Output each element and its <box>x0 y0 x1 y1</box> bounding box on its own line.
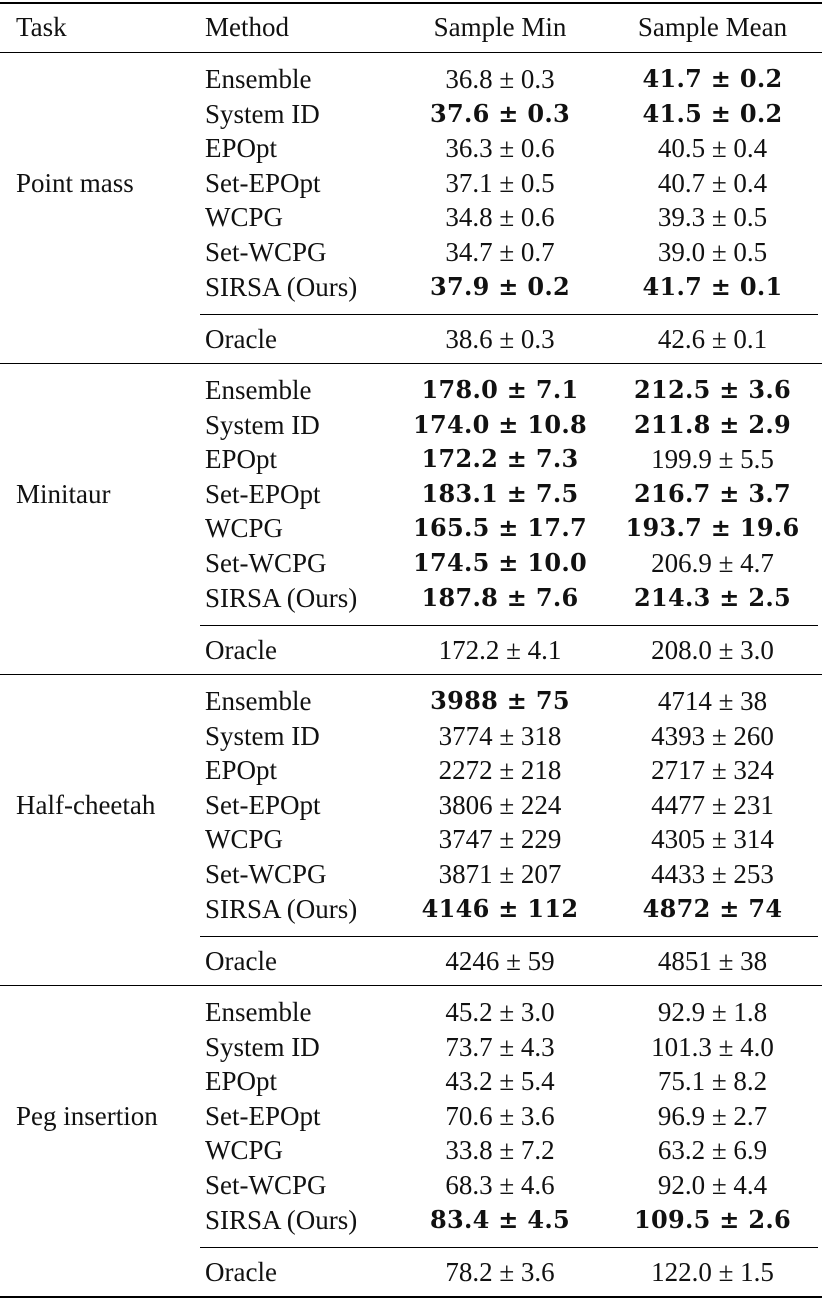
oracle-separator-rule <box>200 936 818 937</box>
oracle-sample-min-cell: 78.2 ± 3.6 <box>445 1257 555 1287</box>
method-cell: SIRSA (Ours) <box>205 271 358 302</box>
sample-mean-cell: 4872 ± 74 <box>642 893 783 923</box>
sample-min-cell: 174.5 ± 10.0 <box>412 548 588 577</box>
sample-mean-cell: 2717 ± 324 <box>651 755 774 786</box>
method-cell: Set-WCPG <box>205 548 327 578</box>
sample-min-cell: 4146 ± 112 <box>421 893 579 923</box>
method-cell: System ID <box>205 1031 320 1062</box>
sample-min-cell: 37.1 ± 0.5 <box>445 167 555 198</box>
method-cell: Set-EPOpt <box>205 478 321 509</box>
method-cell: Set-EPOpt <box>205 167 321 198</box>
method-cell: EPOpt <box>205 755 278 786</box>
sample-mean-cell: 41.5 ± 0.2 <box>642 98 783 128</box>
sample-min-cell: 83.4 ± 4.5 <box>429 1204 571 1234</box>
oracle-separator-rule <box>200 625 818 626</box>
method-cell: Set-WCPG <box>205 859 327 889</box>
oracle-sample-mean-cell: 4851 ± 38 <box>657 946 768 976</box>
sample-mean-cell: 214.3 ± 2.5 <box>633 582 792 612</box>
method-cell: EPOpt <box>205 444 278 475</box>
group-rule <box>0 674 822 675</box>
sample-min-cell: 45.2 ± 3.0 <box>445 997 555 1027</box>
oracle-method-cell: Oracle <box>205 1257 277 1287</box>
group-rule <box>0 985 822 986</box>
method-cell: WCPG <box>205 513 284 544</box>
bottom-rule <box>0 1296 822 1298</box>
group-rule <box>0 363 822 364</box>
header-task: Task <box>16 12 67 42</box>
oracle-separator-rule <box>200 1247 818 1248</box>
sample-min-cell: 70.6 ± 3.6 <box>445 1100 555 1131</box>
sample-mean-cell: 199.9 ± 5.5 <box>651 444 774 475</box>
sample-mean-cell: 101.3 ± 4.0 <box>651 1031 774 1062</box>
sample-mean-cell: 96.9 ± 2.7 <box>657 1100 768 1131</box>
sample-min-cell: 34.7 ± 0.7 <box>445 237 555 267</box>
method-cell: Set-WCPG <box>205 237 327 267</box>
sample-mean-cell: 212.5 ± 3.6 <box>633 375 792 404</box>
method-cell: System ID <box>205 409 320 440</box>
method-cell: Ensemble <box>205 686 312 716</box>
method-cell: Ensemble <box>205 997 312 1027</box>
task-label: Point mass <box>16 167 134 198</box>
oracle-sample-min-cell: 38.6 ± 0.3 <box>445 324 555 354</box>
task-label: Peg insertion <box>16 1100 158 1131</box>
sample-min-cell: 43.2 ± 5.4 <box>445 1066 555 1097</box>
method-cell: Ensemble <box>205 64 312 94</box>
sample-min-cell: 37.9 ± 0.2 <box>429 271 571 301</box>
sample-min-cell: 183.1 ± 7.5 <box>421 478 579 508</box>
header-rule <box>0 52 822 53</box>
sample-mean-cell: 216.7 ± 3.7 <box>633 478 792 508</box>
sample-mean-cell: 109.5 ± 2.6 <box>633 1204 792 1234</box>
method-cell: EPOpt <box>205 1066 278 1097</box>
oracle-method-cell: Oracle <box>205 324 277 354</box>
sample-min-cell: 165.5 ± 17.7 <box>412 513 588 543</box>
sample-mean-cell: 92.0 ± 4.4 <box>657 1170 768 1200</box>
sample-mean-cell: 206.9 ± 4.7 <box>651 548 774 578</box>
sample-mean-cell: 63.2 ± 6.9 <box>657 1135 768 1166</box>
sample-min-cell: 187.8 ± 7.6 <box>421 582 579 612</box>
header-sample-min: Sample Min <box>433 12 567 42</box>
method-cell: Set-WCPG <box>205 1170 327 1200</box>
sample-min-cell: 37.6 ± 0.3 <box>429 98 571 128</box>
sample-mean-cell: 4393 ± 260 <box>651 720 774 751</box>
method-cell: WCPG <box>205 1135 284 1166</box>
sample-min-cell: 174.0 ± 10.8 <box>412 409 588 439</box>
sample-min-cell: 3747 ± 229 <box>438 824 562 855</box>
oracle-sample-min-cell: 4246 ± 59 <box>445 946 555 976</box>
sample-min-cell: 172.2 ± 7.3 <box>421 444 579 474</box>
sample-mean-cell: 40.5 ± 0.4 <box>657 133 768 164</box>
header-sample-mean: Sample Mean <box>637 12 788 42</box>
sample-mean-cell: 39.3 ± 0.5 <box>657 202 768 233</box>
header-method: Method <box>205 12 289 42</box>
oracle-sample-min-cell: 172.2 ± 4.1 <box>438 635 562 665</box>
task-label: Minitaur <box>16 478 111 509</box>
sample-mean-cell: 211.8 ± 2.9 <box>633 409 792 439</box>
method-cell: Set-EPOpt <box>205 789 321 820</box>
sample-min-cell: 73.7 ± 4.3 <box>445 1031 555 1062</box>
sample-mean-cell: 39.0 ± 0.5 <box>657 237 768 267</box>
top-rule <box>0 2 822 4</box>
method-cell: SIRSA (Ours) <box>205 1204 358 1235</box>
sample-min-cell: 36.8 ± 0.3 <box>445 64 555 94</box>
sample-min-cell: 36.3 ± 0.6 <box>445 133 555 164</box>
sample-min-cell: 34.8 ± 0.6 <box>445 202 555 233</box>
method-cell: WCPG <box>205 202 284 233</box>
method-cell: Ensemble <box>205 375 312 405</box>
oracle-separator-rule <box>200 314 818 315</box>
sample-min-cell: 3871 ± 207 <box>438 859 562 889</box>
method-cell: EPOpt <box>205 133 278 164</box>
sample-mean-cell: 4305 ± 314 <box>651 824 774 855</box>
oracle-method-cell: Oracle <box>205 635 277 665</box>
sample-mean-cell: 92.9 ± 1.8 <box>657 997 768 1027</box>
sample-mean-cell: 41.7 ± 0.2 <box>642 64 783 93</box>
method-cell: SIRSA (Ours) <box>205 582 358 613</box>
oracle-method-cell: Oracle <box>205 946 277 976</box>
sample-min-cell: 3774 ± 318 <box>438 720 562 751</box>
method-cell: SIRSA (Ours) <box>205 893 358 924</box>
sample-min-cell: 3988 ± 75 <box>430 686 570 715</box>
sample-mean-cell: 41.7 ± 0.1 <box>642 271 783 301</box>
sample-mean-cell: 4714 ± 38 <box>657 686 768 716</box>
method-cell: WCPG <box>205 824 284 855</box>
method-cell: Set-EPOpt <box>205 1100 321 1131</box>
sample-min-cell: 178.0 ± 7.1 <box>421 375 579 404</box>
sample-mean-cell: 193.7 ± 19.6 <box>625 513 800 543</box>
sample-min-cell: 3806 ± 224 <box>438 789 562 820</box>
method-cell: System ID <box>205 98 320 129</box>
sample-mean-cell: 4477 ± 231 <box>651 789 774 820</box>
sample-mean-cell: 4433 ± 253 <box>651 859 774 889</box>
task-label: Half-cheetah <box>16 789 156 820</box>
method-cell: System ID <box>205 720 320 751</box>
sample-mean-cell: 75.1 ± 8.2 <box>657 1066 768 1097</box>
sample-min-cell: 68.3 ± 4.6 <box>445 1170 555 1200</box>
sample-min-cell: 33.8 ± 7.2 <box>445 1135 555 1166</box>
oracle-sample-mean-cell: 208.0 ± 3.0 <box>651 635 774 665</box>
oracle-sample-mean-cell: 122.0 ± 1.5 <box>651 1257 774 1287</box>
sample-mean-cell: 40.7 ± 0.4 <box>657 167 768 198</box>
sample-min-cell: 2272 ± 218 <box>438 755 562 786</box>
oracle-sample-mean-cell: 42.6 ± 0.1 <box>657 324 768 354</box>
